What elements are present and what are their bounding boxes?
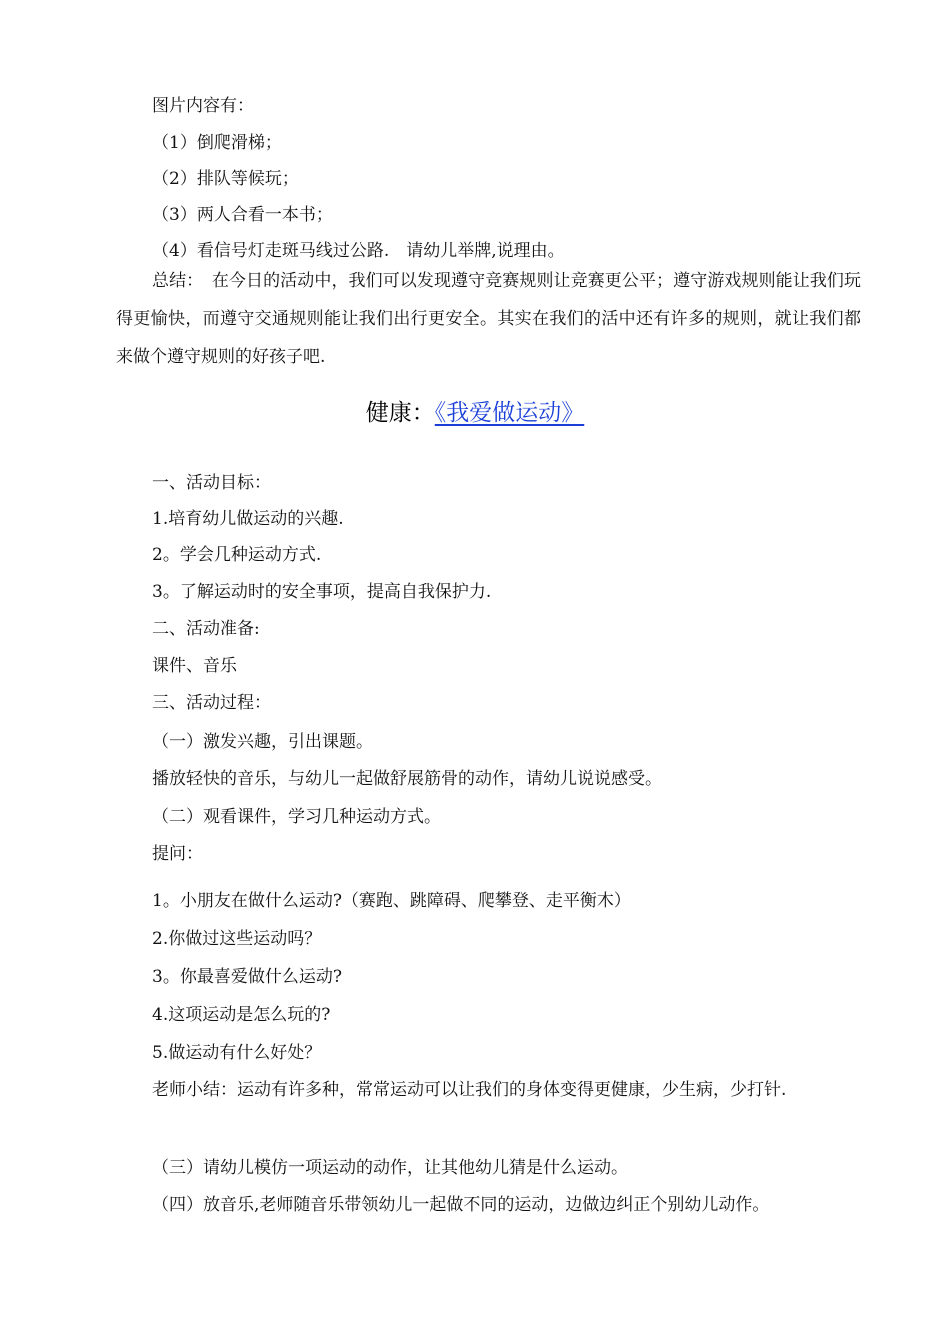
question-item: 2.你做过这些运动吗？ — [152, 929, 322, 949]
question-item: 4.这项运动是怎么玩的? — [152, 1005, 331, 1025]
section-title — [0, 398, 950, 428]
step2-heading: （二）观看课件，学习几种运动方式。 — [152, 807, 441, 827]
goals-heading: 一、活动目标： — [152, 473, 271, 493]
question-item: 3。你最喜爱做什么运动? — [152, 967, 342, 987]
process-heading: 三、活动过程： — [152, 693, 271, 713]
summary-paragraph: 总结： 在今日的活动中，我们可以发现遵守竞赛规则让竞赛更公平；遵守游戏规则能让我们玩得更愉快，而遵守交通规则能让我们出行更安全。其实在我们的活中还有许多的规则，就让我们都来做个遵守规则的好孩子吧. — [116, 271, 861, 367]
section-title-prefix: 健康： — [365, 400, 435, 426]
list-item: （2）排队等候玩； — [152, 169, 299, 189]
list-item: （3）两人合看一本书； — [152, 205, 333, 225]
list-item: 3。了解运动时的安全事项，提高自我保护力. — [152, 582, 492, 602]
list-item: （1）倒爬滑梯； — [152, 133, 282, 153]
step1-heading: （一）激发兴趣，引出课题。 — [152, 732, 373, 752]
question-item: 5.做运动有什么好处？ — [152, 1043, 322, 1063]
teacher-summary: 老师小结：运动有许多种，常常运动可以让我们的身体变得更健康，少生病，少打针. — [152, 1080, 787, 1100]
list-item: 1.培育幼儿做运动的兴趣. — [152, 509, 344, 529]
step3-text: （三）请幼儿模仿一项运动的动作，让其他幼儿猜是什么运动。 — [152, 1158, 628, 1178]
picture-content-label: 图片内容有： — [152, 96, 254, 116]
prep-heading: 二、活动准备: — [152, 619, 260, 639]
question-item: 1。小朋友在做什么运动?（赛跑、跳障碍、爬攀登、走平衡木） — [152, 891, 631, 911]
questions-label: 提问： — [152, 844, 203, 864]
list-item: 2。学会几种运动方式. — [152, 545, 322, 565]
section-title-link[interactable]: 《我爱做运动》 — [434, 400, 585, 426]
list-item: （4）看信号灯走斑马线过公路. 请幼儿举牌,说理由。 — [152, 241, 565, 261]
prep-items: 课件、音乐 — [152, 656, 237, 676]
step1-text: 播放轻快的音乐，与幼儿一起做舒展筋骨的动作，请幼儿说说感受。 — [152, 769, 662, 789]
step4-text: （四）放音乐,老师随音乐带领幼儿一起做不同的运动，边做边纠正个别幼儿动作。 — [152, 1195, 770, 1215]
